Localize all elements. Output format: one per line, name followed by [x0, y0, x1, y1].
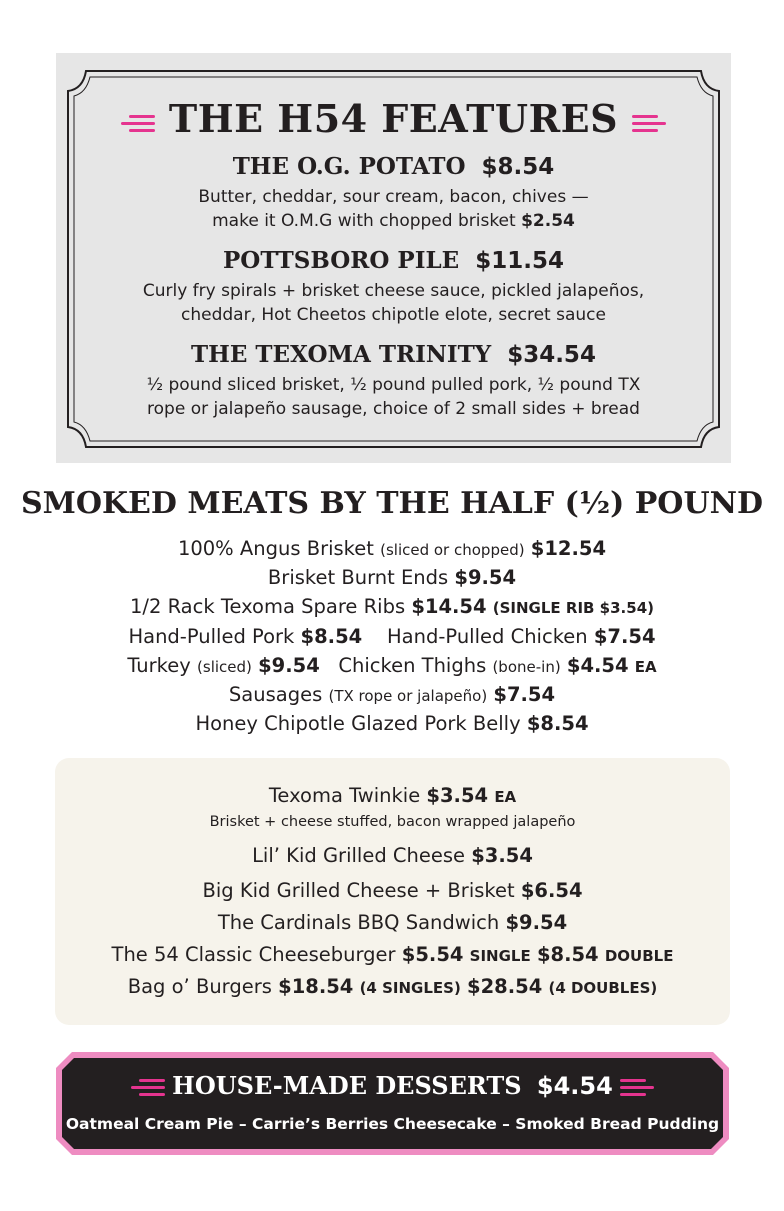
- menu-item-burnt-ends: Brisket Burnt Ends $9.54: [267, 566, 517, 589]
- price: $28.54: [467, 975, 543, 998]
- menu-item-sausages: Sausages (TX rope or jalapeño) $7.54: [228, 683, 556, 706]
- price: $3.54: [471, 844, 533, 867]
- menu-item-texoma-twinkie: Texoma Twinkie $3.54 EA: [268, 784, 517, 807]
- price: $12.54: [530, 537, 607, 560]
- desserts-banner: [54, 1050, 731, 1157]
- menu-item-pork-belly: Honey Chipotle Glazed Pork Belly $8.54: [195, 712, 589, 735]
- feature-description: cheddar, Hot Cheetos chipotle elote, secret sauce: [181, 305, 606, 325]
- price: $11.54: [475, 248, 564, 274]
- menu-item-ribs: 1/2 Rack Texoma Spare Ribs $14.54 (SINGLE RIB $3.54): [129, 595, 654, 618]
- price: $8.54: [300, 625, 363, 648]
- feature-item-texoma-trinity: THE TEXOMA TRINITY $34.54: [191, 341, 596, 368]
- price: $7.54: [593, 625, 656, 648]
- price: $4.54: [566, 654, 629, 677]
- price: $2.54: [521, 211, 575, 231]
- feature-description: Curly fry spirals + brisket cheese sauce, pickled jalapeños,: [142, 281, 645, 301]
- price: $7.54: [493, 683, 556, 706]
- features-panel: [56, 53, 731, 463]
- feature-description: Butter, cheddar, sour cream, bacon, chives —: [198, 187, 589, 207]
- desserts-title: HOUSE-MADE DESSERTS $4.54: [54, 1070, 731, 1102]
- price: $18.54: [278, 975, 354, 998]
- price: $8.54: [481, 154, 555, 180]
- feature-description: ½ pound sliced brisket, ½ pound pulled pork, ½ pound TX: [146, 375, 641, 395]
- pink-dash-right-icon: [620, 1076, 654, 1098]
- price: $4.54: [536, 1072, 613, 1100]
- menu-item-pork-and-chicken: Hand-Pulled Pork $8.54 Hand-Pulled Chicken $7.54: [128, 625, 656, 648]
- price: $9.54: [258, 654, 320, 677]
- price: $8.54: [536, 943, 599, 966]
- menu-item-classic-cheeseburger: The 54 Classic Cheeseburger $5.54 SINGLE $8.54 DOUBLE: [111, 943, 674, 966]
- price: $5.54: [401, 943, 464, 966]
- banner-shape: [54, 1050, 731, 1157]
- menu-item-bag-o-burgers: Bag o’ Burgers $18.54 (4 SINGLES) $28.54 (4 DOUBLES): [127, 975, 658, 998]
- sandwiches-panel: [55, 758, 730, 1025]
- feature-description: rope or jalapeño sausage, choice of 2 small sides + bread: [147, 399, 640, 419]
- price: $8.54: [526, 712, 589, 735]
- menu-item-brisket: 100% Angus Brisket (sliced or chopped) $12.54: [177, 537, 607, 560]
- menu-item-cardinals: The Cardinals BBQ Sandwich $9.54: [217, 911, 568, 934]
- menu-item-big-kid: Big Kid Grilled Cheese + Brisket $6.54: [202, 879, 583, 902]
- pink-dash-left-icon: [131, 1076, 165, 1098]
- price: $6.54: [520, 879, 583, 902]
- pink-dash-right-icon: [632, 112, 666, 134]
- price: $34.54: [507, 342, 596, 368]
- menu-item-description: Brisket + cheese stuffed, bacon wrapped jalapeño: [209, 814, 576, 830]
- feature-description: make it O.M.G with chopped brisket $2.54: [212, 211, 575, 231]
- features-title-text: THE H54 FEATURES: [168, 96, 619, 141]
- pink-dash-left-icon: [121, 112, 155, 134]
- meats-title: SMOKED MEATS BY THE HALF (½) POUND: [20, 486, 764, 521]
- feature-item-og-potato: THE O.G. POTATO $8.54: [232, 153, 555, 180]
- menu-item-turkey-and-thighs: Turkey (sliced) $9.54 Chicken Thighs (bone-in) $4.54 EA: [127, 654, 657, 677]
- menu-item-lil-kid: Lil’ Kid Grilled Cheese $3.54: [252, 844, 533, 867]
- price: $3.54: [426, 784, 489, 807]
- features-title: [56, 97, 731, 141]
- price: $14.54: [411, 595, 487, 618]
- price: $9.54: [454, 566, 517, 589]
- desserts-list: Oatmeal Cream Pie – Carrie’s Berries Cheesecake – Smoked Bread Pudding: [65, 1115, 720, 1133]
- price: $9.54: [505, 911, 568, 934]
- feature-item-pottsboro-pile: POTTSBORO PILE $11.54: [223, 247, 564, 274]
